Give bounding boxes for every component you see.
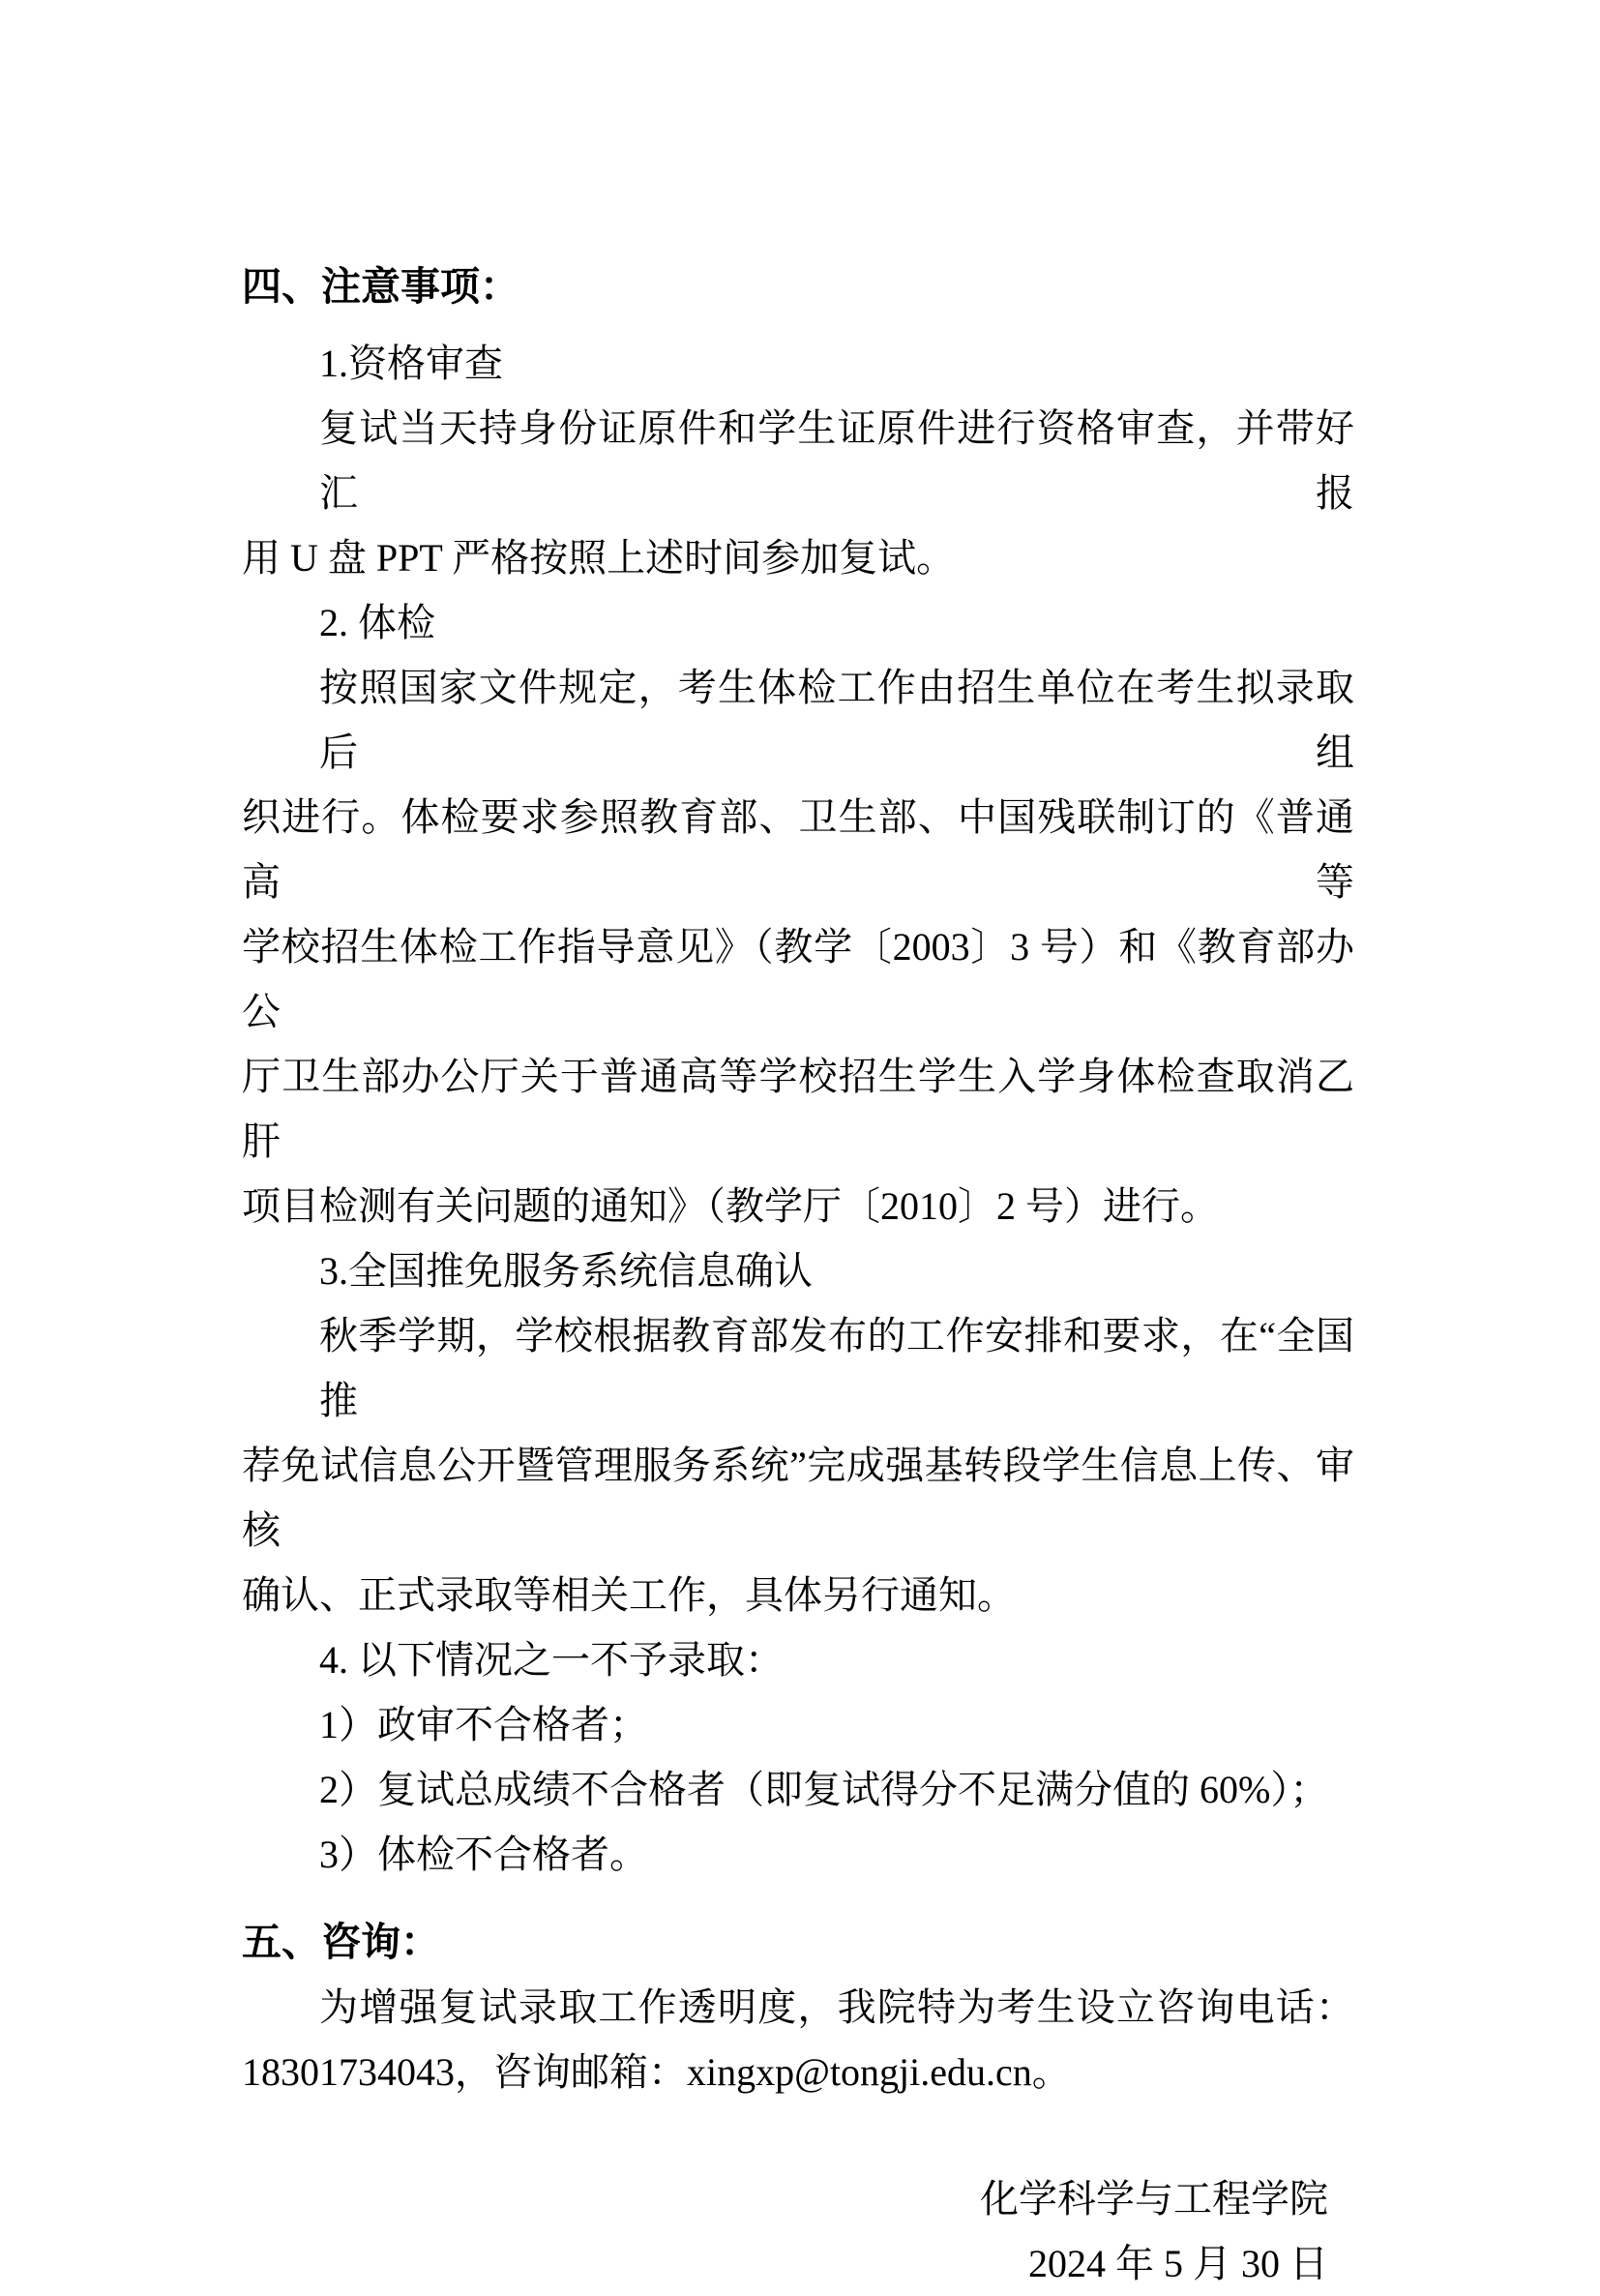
consulting-contact-line: 18301734043，咨询邮箱：xingxp@tongji.edu.cn。 <box>242 2050 1071 2094</box>
note-item-2-body-line: 织进行。体检要求参照教育部、卫生部、中国残联制订的《普通高等 <box>242 795 1354 904</box>
section-heading-consulting: 五、咨询： <box>242 1920 440 1964</box>
note-item-3-body-line: 确认、正式录取等相关工作，具体另行通知。 <box>242 1573 1016 1617</box>
signature-organization: 化学科学与工程学院 <box>980 2177 1328 2221</box>
signature-date: 2024 年 5 月 30 日 <box>1028 2242 1328 2285</box>
note-item-2-body-line: 按照国家文件规定，考生体检工作由招生单位在考生拟录取后组 <box>319 666 1354 774</box>
note-item-4-title: 4. 以下情况之一不予录取： <box>319 1638 784 1682</box>
note-item-1-body-line: 用 U 盘 PPT 严格按照上述时间参加复试。 <box>242 536 956 580</box>
section-heading-notes: 四、注意事项： <box>242 264 519 309</box>
consulting-body-line: 为增强复试录取工作透明度，我院特为考生设立咨询电话： <box>319 1985 1354 2029</box>
note-item-2-title: 2. 体检 <box>319 601 435 644</box>
rejection-condition-3: 3）体检不合格者。 <box>319 1833 648 1876</box>
note-item-1-title: 1.资格审查 <box>319 342 503 385</box>
rejection-condition-1: 1）政审不合格者； <box>319 1703 648 1746</box>
note-item-3-body-line: 秋季学期，学校根据教育部发布的工作安排和要求，在“全国推 <box>319 1314 1354 1422</box>
note-item-2-body-line: 项目检测有关问题的通知》（教学厅〔2010〕2 号）进行。 <box>242 1184 1219 1228</box>
rejection-condition-2: 2）复试总成绩不合格者（即复试得分不足满分值的 60%）； <box>319 1768 1329 1811</box>
blank-line <box>242 2104 1354 2166</box>
note-item-3-body-line: 荐免试信息公开暨管理服务系统”完成强基转段学生信息上传、审核 <box>242 1444 1354 1552</box>
note-item-3-title: 3.全国推免服务系统信息确认 <box>319 1249 813 1293</box>
note-item-2-body-line: 厅卫生部办公厅关于普通高等学校招生学生入学身体检查取消乙肝 <box>242 1055 1354 1163</box>
note-item-2-body-line: 学校招生体检工作指导意见》（教学〔2003〕3 号）和《教育部办公 <box>242 925 1354 1033</box>
note-item-1-body-line: 复试当天持身份证原件和学生证原件进行资格审查，并带好汇报 <box>319 406 1354 515</box>
